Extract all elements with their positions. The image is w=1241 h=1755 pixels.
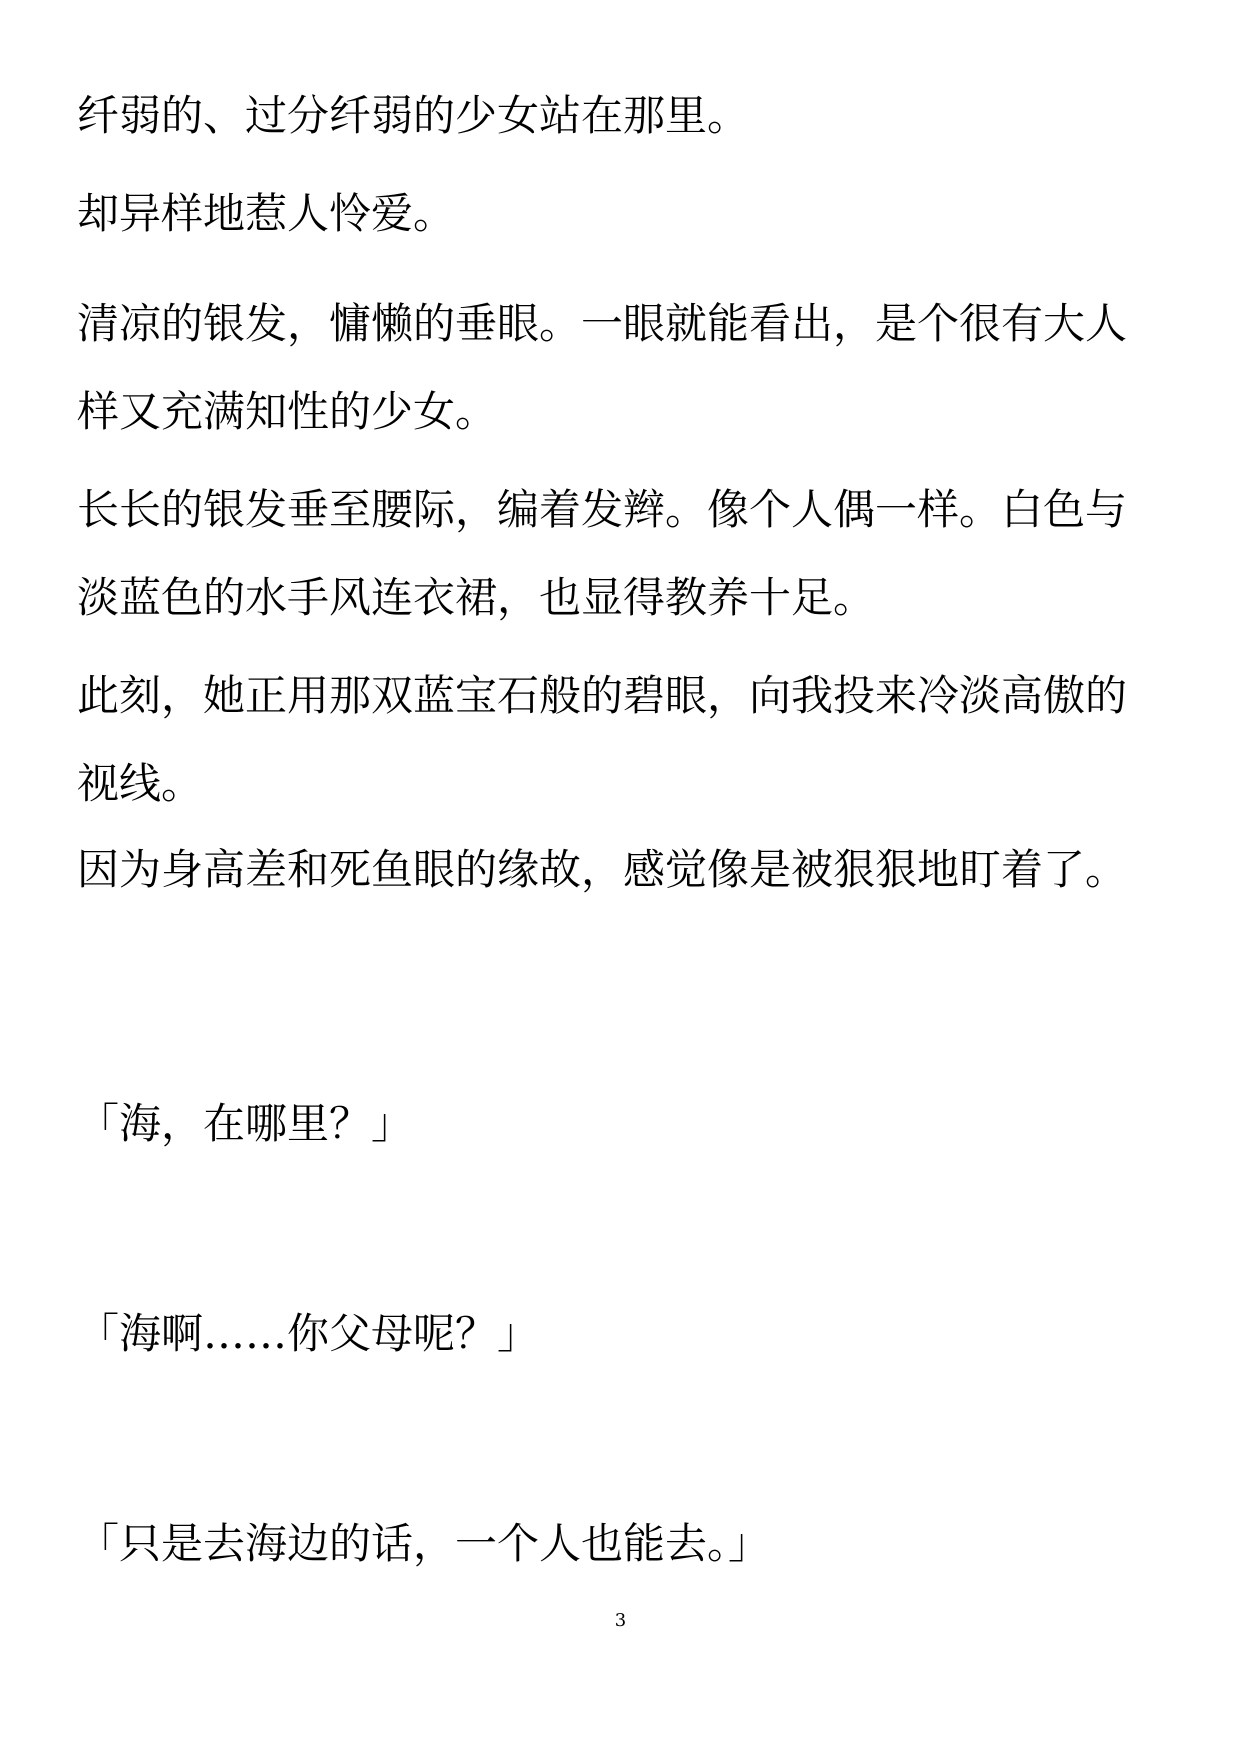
paragraph-1: 纤弱的、过分纤弱的少女站在那里。: [77, 91, 750, 140]
dialogue-line-3: 「只是去海边的话，一个人也能去。」: [77, 1519, 771, 1568]
dialogue-line-2: 「海啊……你父母呢？」: [77, 1309, 540, 1358]
paragraph-5: 此刻，她正用那双蓝宝石般的碧眼，向我投来冷淡高傲的视线。: [77, 671, 1128, 808]
page-number: 3: [614, 1610, 627, 1631]
paragraph-6: 因为身高差和死鱼眼的缘故，感觉像是被狠狠地盯着了。: [77, 845, 1128, 894]
paragraph-2: 却异样地惹人怜爱。: [77, 189, 456, 238]
dialogue-line-1: 「海，在哪里？」: [77, 1099, 414, 1148]
narration-block: [77, 84, 1167, 936]
paragraph-4: 长长的银发垂至腰际，编着发辫。像个人偶一样。白色与淡蓝色的水手风连衣裙，也显得教养十足。: [77, 485, 1128, 622]
paragraph-3: 清凉的银发，慵懒的垂眼。一眼就能看出，是个很有大人样又充满知性的少女。: [77, 299, 1128, 436]
